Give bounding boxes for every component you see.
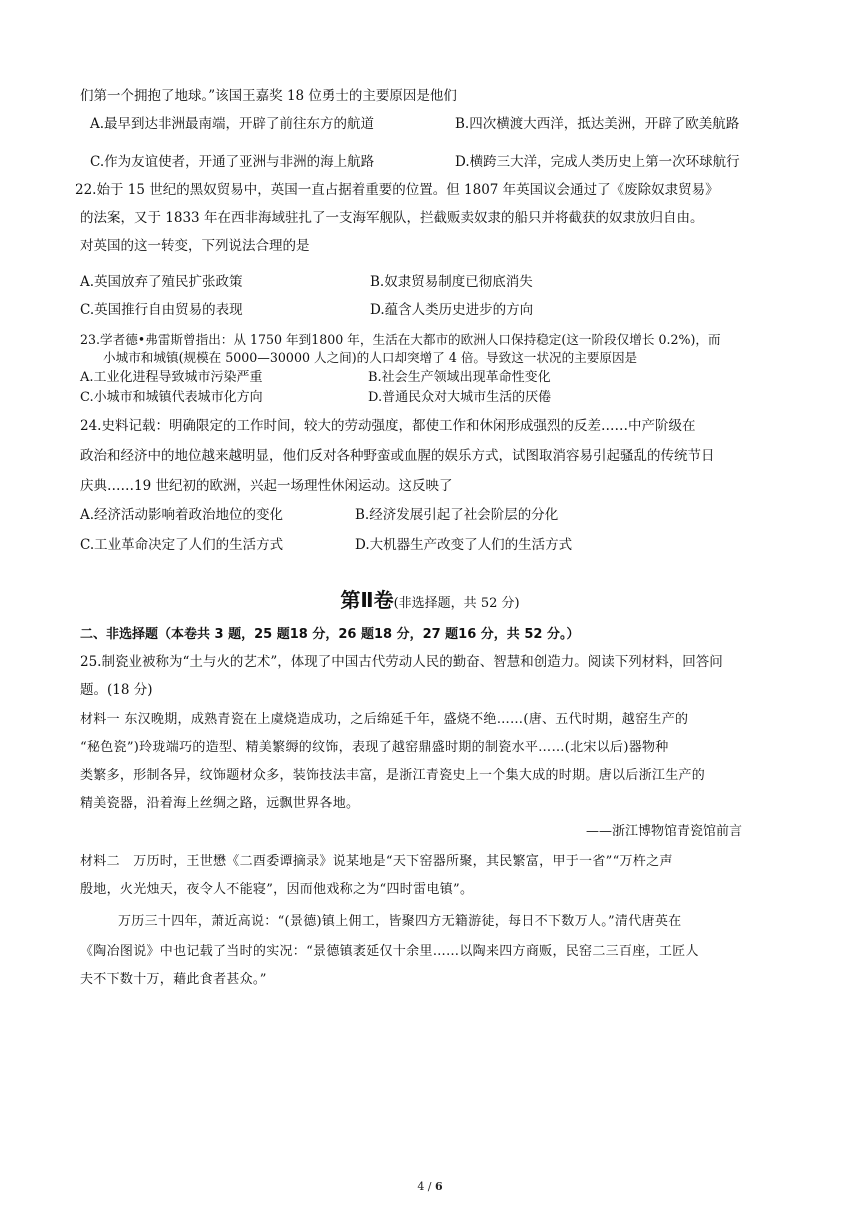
- q22-option-c: C.英国推行自由贸易的表现: [80, 302, 243, 318]
- q22-stem-line-2: 的法案，又于 1833 年在西非海域驻扎了一支海军舰队，拦截贩卖奴隶的船只并将截获的奴隶放归自由。: [80, 210, 704, 226]
- q25-material-1-source: ——浙江博物馆青瓷馆前言: [585, 824, 742, 839]
- q23-option-c: C.小城市和城镇代表城市化方向: [80, 390, 263, 405]
- q24-stem-line-3: 庆典……19 世纪初的欧洲，兴起一场理性休闲运动。这反映了: [80, 478, 453, 494]
- q25-material-2-line-4: 《陶冶图说》中也记载了当时的实况：“景德镇袤延仅十余里……以陶来四方商贩，民窑二三百座，工匠人: [80, 944, 699, 959]
- q23-option-a: A.工业化进程导致城市污染严重: [80, 370, 263, 385]
- q25-material-1-line-4: 精美瓷器，沿着海上丝绸之路，远飘世界各地。: [80, 796, 360, 811]
- q21-option-b: B.四次横渡大西洋，抵达美洲，开辟了欧美航路: [455, 116, 740, 132]
- section-2-heading: 二、非选择题（本卷共 3 题，25 题18 分，26 题18 分，27 题16 分，共 52 分。）: [80, 627, 580, 642]
- page-number: [0, 1180, 860, 1193]
- q21-option-c: C.作为友谊使者，开通了亚洲与非洲的海上航路: [90, 154, 375, 170]
- page-number-current: 4 /: [417, 1180, 436, 1193]
- q22-option-b: B.奴隶贸易制度已彻底消失: [370, 274, 533, 290]
- q24-stem-line-2: 政治和经济中的地位越来越明显，他们反对各种野蛮或血腥的娱乐方式，试图取消容易引起骚乱的传统节日: [80, 448, 715, 464]
- q25-material-1-line-3: 类繁多，形制各异，纹饰题材众多，装饰技法丰富，是浙江青瓷史上一个集大成的时期。唐以后浙江生产的: [80, 768, 706, 783]
- q22-stem-line-3: 对英国的这一转变，下列说法合理的是: [80, 238, 310, 254]
- q23-option-d: D.普通民众对大城市生活的厌倦: [368, 390, 552, 405]
- q25-material-2-line-5: 夫不下数十万，藉此食者甚众。”: [80, 972, 267, 987]
- q25-material-1-line-1: 材料一 东汉晚期，成熟青瓷在上虞烧造成功，之后绵延千年，盛烧不绝……(唐、五代时期，越窑生产的: [80, 712, 689, 727]
- q23-stem-line-1: 23.学者德•弗雷斯曾指出：从 1750 年到1800 年，生活在大都市的欧洲人口保持稳定(这一阶段仅增长 0.2%)，而: [80, 332, 721, 347]
- q25-material-2-line-3: 万历三十四年，萧近高说：“(景德)镇上佣工，皆聚四方无籍游徒，每日不下数万人。”清代唐英在: [118, 914, 682, 929]
- section-2-title: [0, 586, 860, 618]
- q23-option-b: B.社会生产领域出现革命性变化: [368, 370, 551, 385]
- q24-option-d: D.大机器生产改变了人们的生活方式: [355, 537, 573, 553]
- q22-option-d: D.蕴含人类历史进步的方向: [370, 302, 534, 318]
- q25-stem-line-2: 题。(18 分): [80, 682, 153, 698]
- q21-option-a: A.最早到达非洲最南端，开辟了前往东方的航道: [90, 116, 375, 132]
- q23-stem-line-2: 小城市和城镇(规模在 5000—30000 人之间)的人口却突增了 4 倍。导致这一状况的主要原因是: [103, 350, 638, 365]
- q21-option-d: D.横跨三大洋，完成人类历史上第一次环球航行: [455, 154, 740, 170]
- q25-material-1-line-2: “秘色瓷”)玲珑端巧的造型、精美繁缛的纹饰，表现了越窑鼎盛时期的制瓷水平……(北宋以后)器物种: [80, 740, 669, 755]
- q22-option-a: A.英国放弃了殖民扩张政策: [80, 274, 243, 290]
- q24-stem-line-1: 24.史料记载：明确限定的工作时间，较大的劳动强度，都使工作和休闲形成强烈的反差……中产阶级在: [80, 418, 696, 434]
- section-2-title-main: 第Ⅱ卷: [340, 588, 394, 612]
- q22-stem-line-1: 22.始于 15 世纪的黑奴贸易中，英国一直占据着重要的位置。但 1807 年英国议会通过了《废除奴隶贸易》: [75, 182, 719, 198]
- q25-stem-line-1: 25.制瓷业被称为“土与火的艺术”，体现了中国古代劳动人民的勤奋、智慧和创造力。阅读下列材料，回答问: [80, 654, 723, 670]
- q21-stem-continuation: 们第一个拥抱了地球。”该国王嘉奖 18 位勇士的主要原因是他们: [80, 88, 457, 104]
- q25-material-2-line-1: 材料二 万历时，王世懋《二酉委谭摘录》说某地是“天下窑器所聚，其民繁富，甲于一省”“万杵之声: [80, 854, 673, 869]
- q24-option-c: C.工业革命决定了人们的生活方式: [80, 537, 284, 553]
- q25-material-2-line-2: 殷地，火光烛天，夜令人不能寝”，因而他戏称之为“四时雷电镇”。: [80, 882, 474, 897]
- page-number-total: 6: [435, 1180, 443, 1193]
- section-2-title-sub: (非选择题，共 52 分): [393, 596, 520, 611]
- q24-option-a: A.经济活动影响着政治地位的变化: [80, 507, 284, 523]
- q24-option-b: B.经济发展引起了社会阶层的分化: [355, 507, 559, 523]
